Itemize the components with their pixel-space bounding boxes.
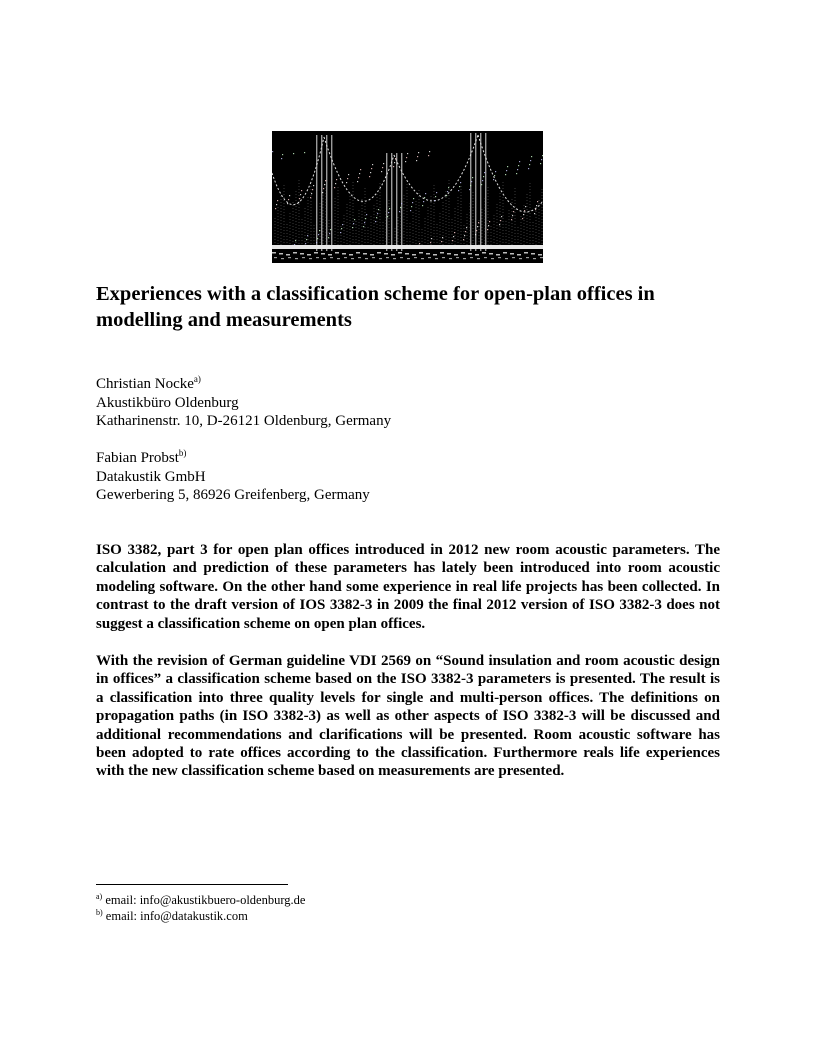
bridge-graphic bbox=[272, 131, 543, 263]
author-address: Gewerbering 5, 86926 Greifenberg, Germany bbox=[96, 487, 370, 503]
footnote-mark: b) bbox=[178, 448, 187, 458]
conference-logo bbox=[272, 131, 543, 263]
author-address: Katharinenstr. 10, D-26121 Oldenburg, Germany bbox=[96, 413, 392, 429]
author-affiliation: Akustikbüro Oldenburg bbox=[96, 394, 239, 411]
author-name: Fabian Probst$^{b)}$ bbox=[96, 448, 187, 466]
footnote: $^{a)}$ email: info@akustikbuero-oldenburg.de bbox=[96, 892, 306, 907]
footnote-mark: a) bbox=[193, 374, 201, 384]
footnotes bbox=[96, 893, 305, 924]
author-block-2 bbox=[96, 449, 736, 505]
footnote: $^{b)}$ email: info@datakustik.com bbox=[96, 907, 248, 923]
paper-title: Experiences with a classification scheme for open-plan offices in modelling and measurements bbox=[96, 283, 655, 331]
author-affiliation: Datakustik GmbH bbox=[96, 468, 206, 485]
footnote-divider bbox=[96, 884, 288, 885]
abstract-paragraph-2: With the revision of German guideline VDI 2569 on “Sound insulation and room acoustic design in offices” a classification scheme based on the ISO 3382-3 parameters is presented. The result is a classification into three quality levels for single and multi-person offices. The definitions on propagation paths (in ISO 3382-3) as well as other aspects of ISO 3382-3 will be discussed and additional recommendations and clarifications will be presented. Room acoustic software has been adopted to rate offices according to the classification. Furthermore reals life experiences with the new classification scheme based on measurements are presented. bbox=[96, 653, 720, 780]
author-block-1 bbox=[96, 375, 736, 431]
author-name: Christian Nocke$^{a)}$ bbox=[96, 374, 201, 392]
abstract-paragraph-1: ISO 3382, part 3 for open plan offices introduced in 2012 new room acoustic parameters. The calculation and prediction of these parameters has lately been introduced into room acoustic modeling software. On the other hand some experience in real life projects has been collected. In contrast to the draft version of IOS 3382-3 in 2009 the final 2012 version of ISO 3382-3 does not suggest a classification scheme on open plan offices. bbox=[96, 542, 720, 632]
